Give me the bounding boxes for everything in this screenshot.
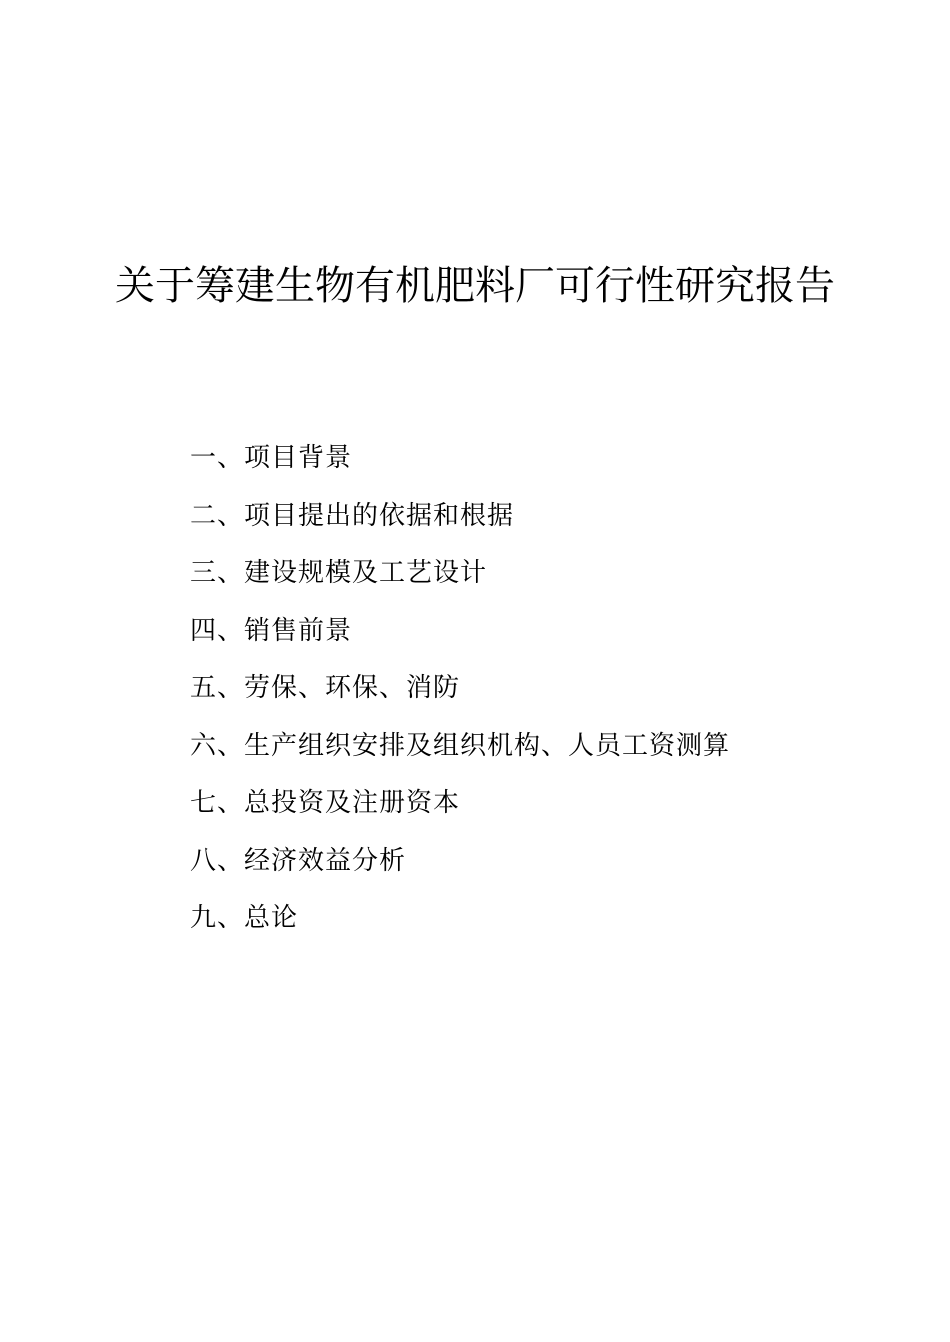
toc-item-1: 一、项目背景 bbox=[190, 443, 353, 473]
table-of-contents bbox=[190, 430, 730, 948]
toc-item-8: 八、经济效益分析 bbox=[190, 845, 407, 876]
toc-item-9: 九、总论 bbox=[190, 903, 299, 933]
toc-item-6: 六、生产组织安排及组织机构、人员工资测算 bbox=[190, 730, 731, 761]
toc-item-4: 四、销售前景 bbox=[190, 615, 353, 646]
toc-item-5: 五、劳保、环保、消防 bbox=[190, 673, 461, 703]
toc-item-3: 三、建设规模及工艺设计 bbox=[190, 558, 488, 588]
toc-item-7: 七、总投资及注册资本 bbox=[190, 788, 461, 818]
document-title: 关于筹建生物有机肥料厂可行性研究报告 bbox=[115, 263, 835, 309]
toc-item-2: 二、项目提出的依据和根据 bbox=[190, 500, 515, 531]
